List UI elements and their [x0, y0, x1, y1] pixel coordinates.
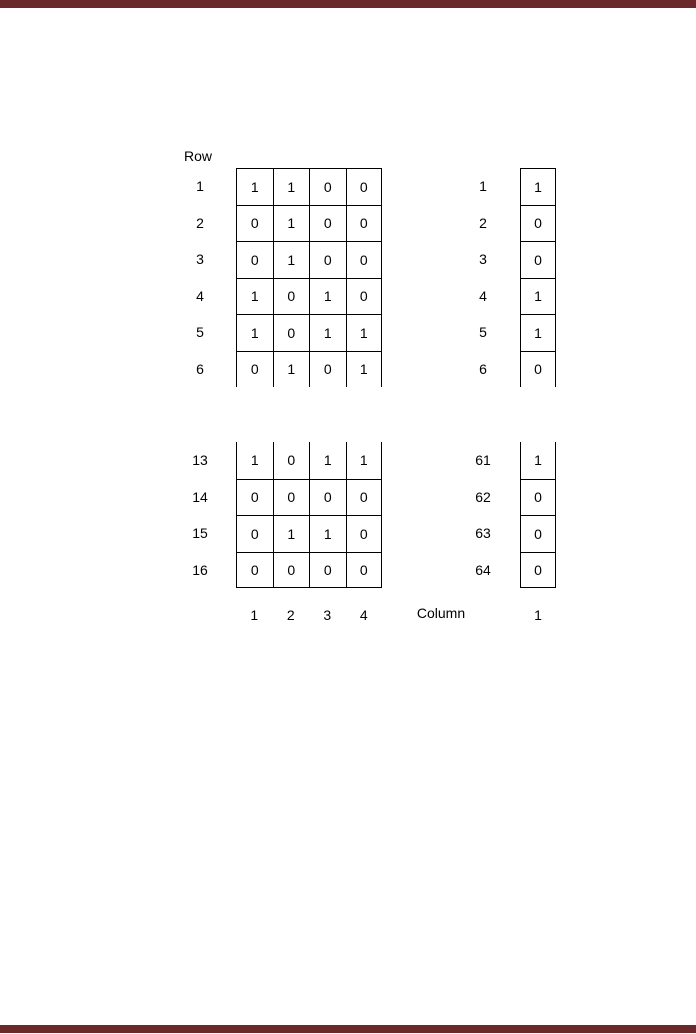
matrix-cell: 0 — [273, 442, 310, 479]
matrix-cell: 1 — [346, 314, 383, 351]
matrix-top-grid — [236, 168, 382, 387]
row-label: 4 — [479, 287, 487, 304]
row-label: 4 — [196, 287, 204, 304]
matrix-cell: 0 — [273, 314, 310, 351]
matrix-cell: 0 — [346, 552, 383, 589]
matrix-cell: 0 — [309, 552, 346, 589]
row-label: 15 — [192, 525, 208, 542]
vector-cell: 1 — [520, 168, 556, 205]
matrix-cell: 1 — [309, 314, 346, 351]
matrix-bottom-grid — [236, 442, 382, 588]
matrix-cell: 1 — [309, 442, 346, 479]
vector-cell: 0 — [520, 205, 556, 242]
vector-cell: 0 — [520, 351, 556, 388]
matrix-cell: 0 — [309, 479, 346, 516]
column-label: 1 — [250, 607, 259, 623]
column-label: 3 — [323, 607, 332, 623]
matrix-cell: 0 — [346, 205, 383, 242]
row-label: 3 — [196, 251, 204, 268]
column-label: 4 — [359, 607, 368, 623]
column-header: Column — [416, 605, 466, 621]
matrix-cell: 0 — [236, 205, 273, 242]
row-label: 13 — [192, 452, 208, 469]
row-label: 5 — [479, 324, 487, 341]
matrix-cell: 0 — [346, 278, 383, 315]
matrix-cell: 0 — [309, 351, 346, 388]
matrix-cell: 0 — [236, 515, 273, 552]
matrix-cell: 1 — [346, 442, 383, 479]
matrix-cell: 1 — [236, 314, 273, 351]
row-header: Row — [184, 148, 213, 164]
vector-cell: 1 — [520, 278, 556, 315]
row-label: 3 — [479, 251, 487, 268]
matrix-cell: 0 — [309, 241, 346, 278]
row-label: 5 — [196, 324, 204, 341]
matrix-cell: 0 — [236, 479, 273, 516]
row-label: 16 — [192, 561, 208, 578]
row-label: 14 — [192, 488, 208, 505]
row-label: 6 — [479, 360, 487, 377]
matrix-cell: 0 — [346, 479, 383, 516]
matrix-cell: 1 — [236, 278, 273, 315]
matrix-cell: 0 — [346, 515, 383, 552]
vector-cell: 0 — [520, 552, 556, 589]
row-label: 63 — [475, 525, 491, 542]
vector-cell: 0 — [520, 515, 556, 552]
matrix-cell: 0 — [346, 241, 383, 278]
matrix-cell: 1 — [273, 515, 310, 552]
row-label: 64 — [475, 561, 491, 578]
row-label: 2 — [479, 214, 487, 231]
matrix-cell: 0 — [273, 479, 310, 516]
matrix-cell: 1 — [273, 351, 310, 388]
vector-cell: 1 — [520, 314, 556, 351]
matrix-cell: 0 — [346, 168, 383, 205]
matrix-cell: 1 — [309, 515, 346, 552]
vector-cell: 0 — [520, 479, 556, 516]
matrix-cell: 0 — [309, 168, 346, 205]
matrix-cell: 0 — [273, 278, 310, 315]
matrix-cell: 1 — [236, 442, 273, 479]
row-label: 1 — [479, 178, 487, 195]
matrix-cell: 1 — [309, 278, 346, 315]
vector-top-grid — [520, 168, 556, 387]
matrix-cell: 1 — [236, 168, 273, 205]
vector-bottom-grid — [520, 442, 556, 588]
matrix-cell: 1 — [273, 205, 310, 242]
top-border — [0, 0, 696, 8]
bottom-border — [0, 1025, 696, 1033]
matrix-cell: 0 — [236, 552, 273, 589]
row-label: 6 — [196, 360, 204, 377]
row-label: 61 — [475, 452, 491, 469]
matrix-cell: 1 — [273, 168, 310, 205]
row-label: 62 — [475, 488, 491, 505]
matrix-cell: 1 — [346, 351, 383, 388]
row-label: 1 — [196, 178, 204, 195]
vector-cell: 0 — [520, 241, 556, 278]
matrix-cell: 0 — [236, 351, 273, 388]
matrix-cell: 0 — [273, 552, 310, 589]
matrix-cell: 0 — [309, 205, 346, 242]
vector-cell: 1 — [520, 442, 556, 479]
matrix-cell: 0 — [236, 241, 273, 278]
vector-column-label: 1 — [534, 607, 542, 623]
row-label: 2 — [196, 214, 204, 231]
column-label: 2 — [286, 607, 295, 623]
matrix-cell: 1 — [273, 241, 310, 278]
